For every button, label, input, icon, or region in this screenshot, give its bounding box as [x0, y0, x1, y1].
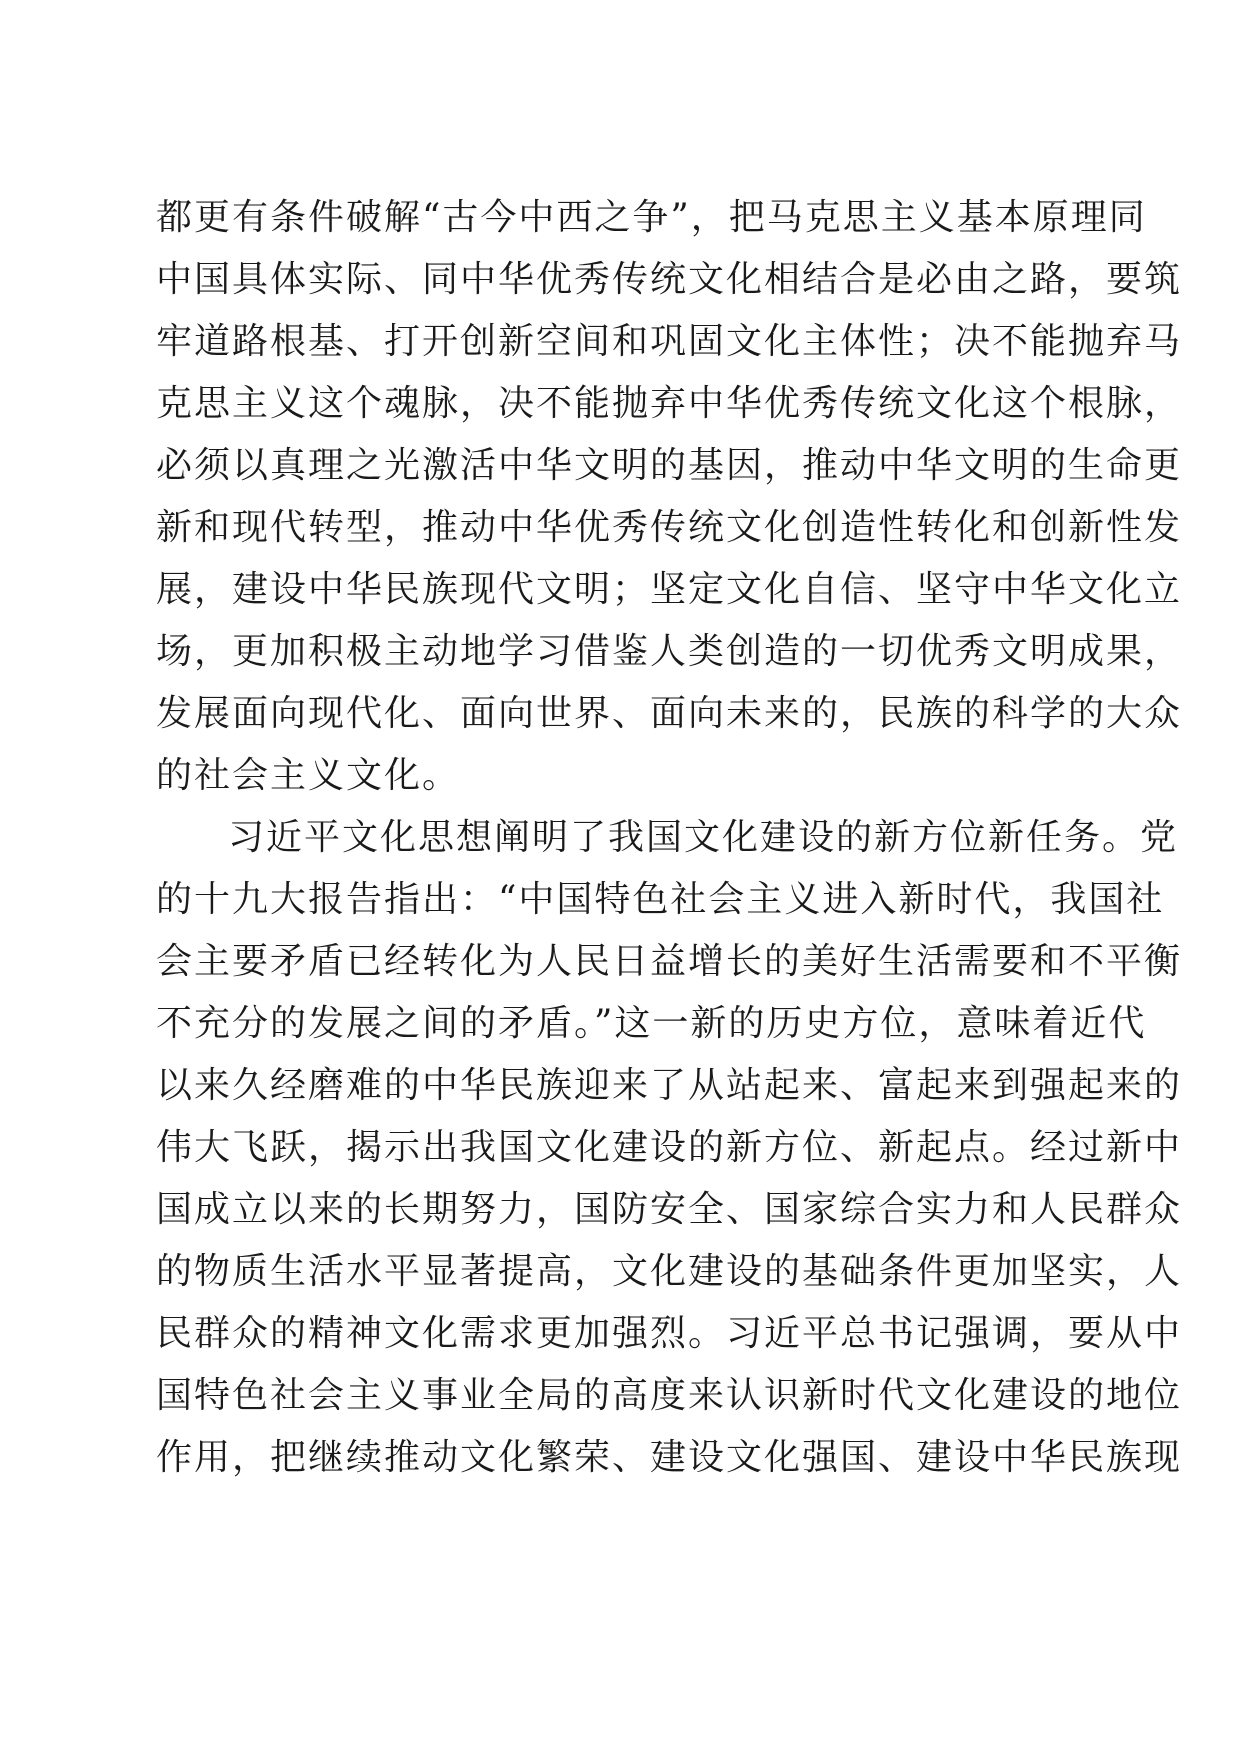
text-line: 国特色社会主义事业全局的高度来认识新时代文化建设的地位	[156, 1375, 1183, 1416]
text-line: 的十九大报告指出：“中国特色社会主义进入新时代，我国社	[156, 879, 1165, 920]
text-line: 发展面向现代化、面向世界、面向未来的，民族的科学的大众	[156, 693, 1183, 734]
text-line: 展，建设中华民族现代文明；坚定文化自信、坚守中华文化立	[156, 569, 1183, 610]
text-line: 牢道路根基、打开创新空间和巩固文化主体性；决不能抛弃马	[156, 321, 1183, 362]
text-line: 新和现代转型，推动中华优秀传统文化创造性转化和创新性发	[156, 507, 1183, 548]
text-line: 必须以真理之光激活中华文明的基因，推动中华文明的生命更	[156, 445, 1183, 486]
text-line: 中国具体实际、同中华优秀传统文化相结合是必由之路，要筑	[156, 259, 1183, 300]
text-line: 国成立以来的长期努力，国防安全、国家综合实力和人民群众	[156, 1189, 1183, 1230]
text-line: 民群众的精神文化需求更加强烈。习近平总书记强调，要从中	[156, 1313, 1183, 1354]
text-line: 不充分的发展之间的矛盾。”这一新的历史方位，意味着近代	[156, 1003, 1147, 1044]
text-line: 习近平文化思想阐明了我国文化建设的新方位新任务。党	[228, 817, 1179, 858]
text-line: 的物质生活水平显著提高，文化建设的基础条件更加坚实，人	[156, 1251, 1183, 1292]
text-line: 的社会主义文化。	[156, 755, 461, 796]
text-line: 伟大飞跃，揭示出我国文化建设的新方位、新起点。经过新中	[156, 1127, 1183, 1168]
text-line: 以来久经磨难的中华民族迎来了从站起来、富起来到强起来的	[156, 1065, 1183, 1106]
text-line: 场，更加积极主动地学习借鉴人类创造的一切优秀文明成果，	[156, 631, 1183, 672]
body-text	[156, 187, 1183, 1489]
text-line: 作用，把继续推动文化繁荣、建设文化强国、建设中华民族现	[156, 1437, 1183, 1478]
paragraph-1	[156, 187, 1183, 807]
text-line: 都更有条件破解“古今中西之争”，把马克思主义基本原理同	[156, 197, 1147, 238]
text-line: 会主要矛盾已经转化为人民日益增长的美好生活需要和不平衡	[156, 941, 1183, 982]
paragraph-2	[156, 807, 1183, 1489]
text-line: 克思主义这个魂脉，决不能抛弃中华优秀传统文化这个根脉，	[156, 383, 1183, 424]
